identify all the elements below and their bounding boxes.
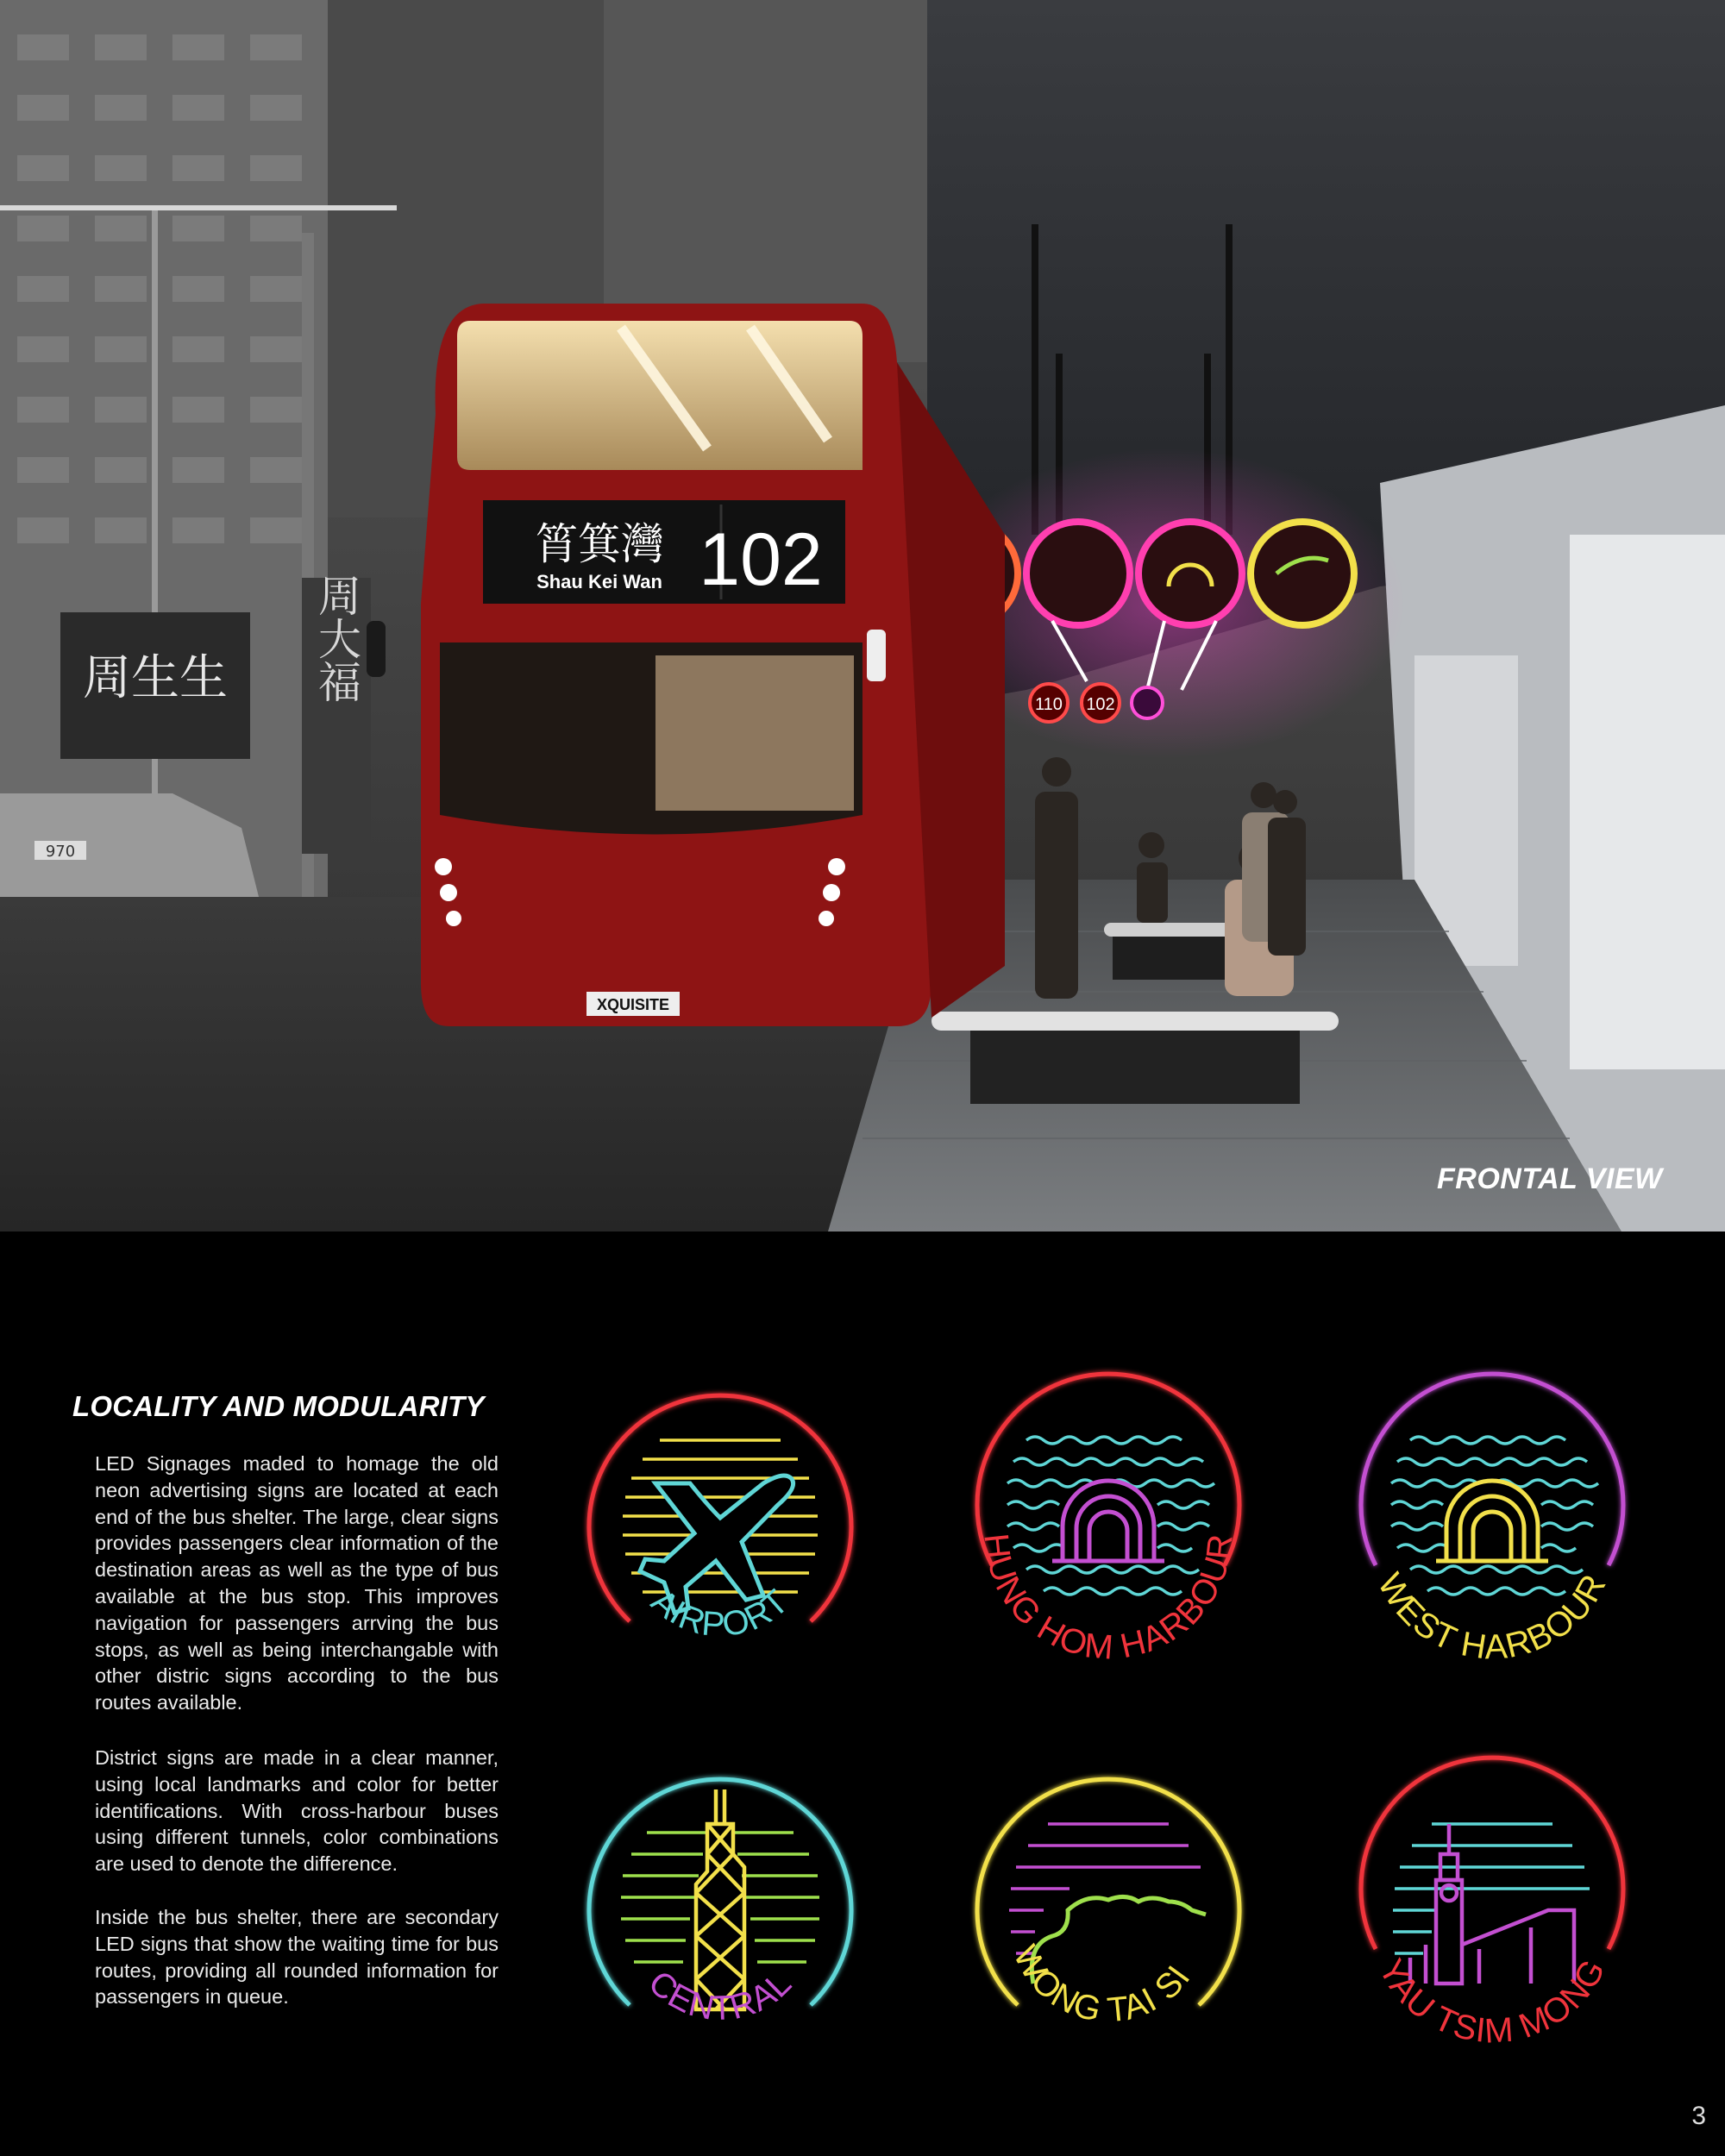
tunnel-icon	[1436, 1481, 1548, 1561]
queue-sign-110: 110	[1035, 695, 1063, 714]
sign-label: CENTRAL	[641, 1963, 800, 2028]
district-sign-airport	[578, 1388, 862, 1673]
clock-tower-icon	[1410, 1824, 1574, 1984]
storefront-sign-right: 周大福	[311, 573, 361, 703]
bench-seat	[932, 1012, 1339, 1031]
sign-label: HUNG HOM HARBOUR	[976, 1532, 1240, 1667]
storefront-sign-left: 周生生	[83, 650, 228, 706]
double-decker-bus	[367, 304, 1005, 1026]
sign-label: YAU TSIM MONG	[1371, 1952, 1614, 2051]
district-sign-west-harbour	[1350, 1388, 1634, 1673]
taxi-plate: 970	[45, 843, 76, 861]
district-sign-wong-tai-sin	[953, 1742, 1251, 2057]
section-heading: LOCALITY AND MODULARITY	[72, 1390, 485, 1422]
district-sign-central	[578, 1772, 862, 2057]
bus-destination-english: Shau Kei Wan	[536, 571, 662, 592]
sign-ring	[589, 1395, 851, 1621]
page-number: 3	[1691, 2102, 1706, 2130]
district-sign-hung-hom-harbour	[966, 1388, 1251, 1673]
paragraph-led-signage: LED Signages maded to homage the old neon advertising signs are located at each end of the bus shelter. The large, clear signs provides passengers clear information of the destination areas as well as the type of bus available at the bus stop. This improves navigation for passengers arrving the bus stops, as well as being interchangable with other distric signs according to the bus routes available.	[95, 1452, 499, 1714]
tunnel-icon	[1052, 1481, 1164, 1561]
bus-destination-chinese: 筲箕灣	[535, 519, 664, 569]
frontal-view-label: FRONTAL VIEW	[1437, 1163, 1663, 1195]
bus-route-number: 102	[699, 518, 823, 601]
sign-label: WONG TAI SIN	[953, 1742, 1198, 2030]
district-sign-yau-tsim-mong	[1350, 1772, 1634, 2057]
sign-label: WEST HARBOUR	[1370, 1567, 1614, 1667]
sign-ring	[589, 1779, 851, 2005]
bench-base	[970, 1031, 1300, 1104]
paragraph-secondary-signs: Inside the bus shelter, there are secondary LED signs that show the waiting time for bus routes, providing all rounded information for passengers in queue.	[95, 1906, 499, 2009]
queue-sign-102: 102	[1086, 695, 1115, 714]
bus-plate-text: XQUISITE	[596, 996, 670, 1013]
paragraph-district-signs: District signs are made in a clear manner, using local landmarks and color for better identifications. With cross-harbour buses using different tunnels, color combinations are used to denote the difference.	[95, 1746, 499, 1876]
bank-tower-icon	[696, 1789, 744, 2009]
sign-ring	[1361, 1758, 1623, 1949]
sign-label: AIRPORT	[643, 1582, 797, 1645]
